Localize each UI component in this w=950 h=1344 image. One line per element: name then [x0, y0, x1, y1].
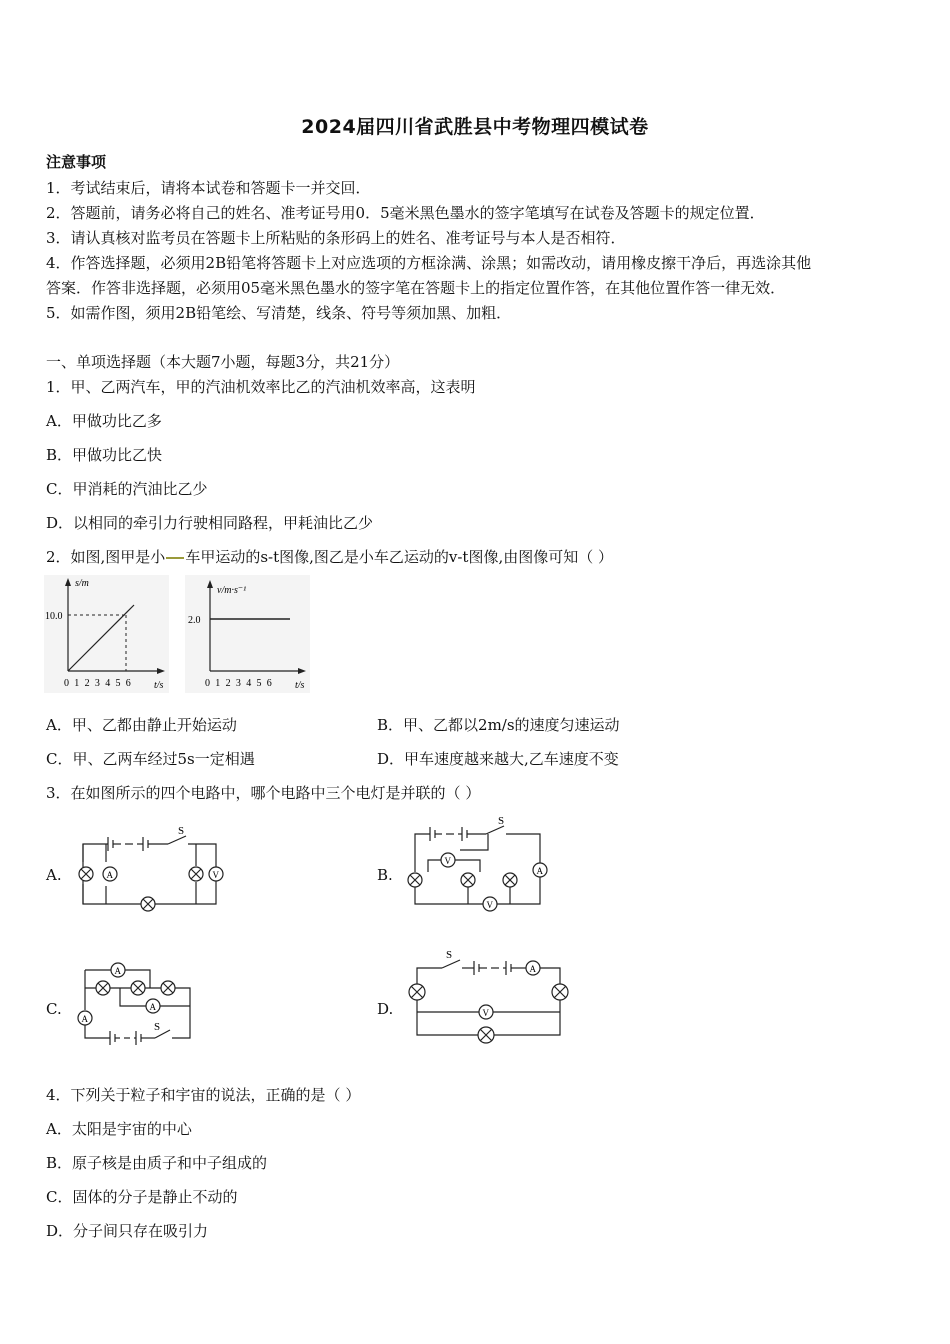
q3-label-d: D.: [377, 1000, 394, 1018]
ammeter-label: A: [106, 870, 113, 880]
q2-option-c: C．甲、乙两车经过5s一定相遇: [46, 750, 255, 768]
vt-xlabel: t/s: [295, 680, 305, 691]
q4-option-b: B．原子核是由质子和中子组成的: [46, 1154, 268, 1172]
switch-label: S: [178, 825, 185, 837]
vt-ticks: 0 1 2 3 4 5 6: [205, 678, 274, 689]
vt-yvalue: 2.0: [188, 615, 201, 626]
voltmeter-label: V: [482, 1008, 489, 1018]
q1-option-d: D．以相同的牵引力行驶相同路程，甲耗油比乙少: [46, 514, 374, 532]
q4-option-d: D．分子间只存在吸引力: [46, 1222, 209, 1240]
q2-option-b: B．甲、乙都以2m/s的速度匀速运动: [377, 716, 620, 734]
st-xlabel: t/s: [154, 680, 164, 691]
q1-option-a: A．甲做功比乙多: [46, 412, 162, 430]
q2-stem-part-b: 车甲运动的s-t图像,图乙是小车乙运动的v-t图像,由图像可知（ ）: [185, 548, 613, 566]
switch-label: S: [446, 949, 453, 961]
ammeter-label: A: [149, 1002, 156, 1012]
ammeter-label: A: [114, 966, 121, 976]
switch-label: S: [154, 1021, 161, 1033]
ammeter-label: A: [536, 866, 543, 876]
st-graph: [44, 575, 169, 693]
circuit-d: [402, 940, 572, 1050]
circuit-b: [400, 812, 560, 917]
notice-heading: 注意事项: [46, 153, 107, 171]
q1-stem: 1．甲、乙两汽车，甲的汽油机效率比乙的汽油机效率高，这表明: [46, 378, 476, 396]
q2-option-a: A．甲、乙都由静止开始运动: [46, 716, 237, 734]
q3-label-b: B.: [377, 866, 393, 884]
ammeter-label: A: [81, 1014, 88, 1024]
voltmeter-label: V: [444, 856, 451, 866]
circuit-a: [68, 822, 233, 917]
q3-stem: 3．在如图所示的四个电路中，哪个电路中三个电灯是并联的（ ）: [46, 784, 481, 802]
q2-stem-part-a: 2．如图,图甲是小: [46, 548, 166, 566]
q2-blank-mark: [166, 557, 184, 559]
notice-item: 3．请认真核对监考员在答题卡上所粘贴的条形码上的姓名、准考证号与本人是否相符．: [46, 229, 626, 247]
st-ticks: 0 1 2 3 4 5 6: [64, 678, 133, 689]
q4-option-c: C．固体的分子是静止不动的: [46, 1188, 238, 1206]
st-yvalue: 10.0: [45, 611, 63, 622]
q1-option-c: C．甲消耗的汽油比乙少: [46, 480, 208, 498]
notice-item: 4．作答选择题，必须用2B铅笔将答题卡上对应选项的方框涂满、涂黑；如需改动，请用橡皮擦干净后，再选涂其他: [46, 254, 812, 272]
q4-stem: 4．下列关于粒子和宇宙的说法，正确的是（ ）: [46, 1086, 361, 1104]
notice-item: 2．答题前，请务必将自己的姓名、准考证号用0．5毫米黑色墨水的签字笔填写在试卷及答题卡的规定位置．: [46, 204, 765, 222]
vt-graph: [185, 575, 310, 693]
notice-item: 5．如需作图，须用2B铅笔绘、写清楚，线条、符号等须加黑、加粗．: [46, 304, 512, 322]
voltmeter-label: V: [486, 900, 493, 910]
page-title: 2024届四川省武胜县中考物理四模试卷: [301, 116, 649, 138]
q2-option-d: D．甲车速度越来越大,乙车速度不变: [377, 750, 619, 768]
section-heading: 一、单项选择题（本大题7小题，每题3分，共21分）: [46, 353, 400, 371]
q4-option-a: A．太阳是宇宙的中心: [46, 1120, 192, 1138]
q3-label-c: C.: [46, 1000, 62, 1018]
circuit-c: [70, 958, 200, 1048]
st-ylabel: s/m: [75, 578, 89, 589]
voltmeter-label: V: [212, 870, 219, 880]
vt-ylabel: v/m·s⁻¹: [217, 585, 247, 596]
notice-item: 1．考试结束后，请将本试卷和答题卡一并交回．: [46, 179, 371, 197]
notice-item: 答案．作答非选择题，必须用05毫米黑色墨水的签字笔在答题卡上的指定位置作答，在其他位置作答一律无效．: [46, 279, 786, 297]
ammeter-label: A: [529, 964, 536, 974]
switch-label: S: [498, 815, 505, 827]
q2-stem: [46, 546, 613, 567]
q3-label-a: A.: [46, 866, 62, 884]
q1-option-b: B．甲做功比乙快: [46, 446, 163, 464]
